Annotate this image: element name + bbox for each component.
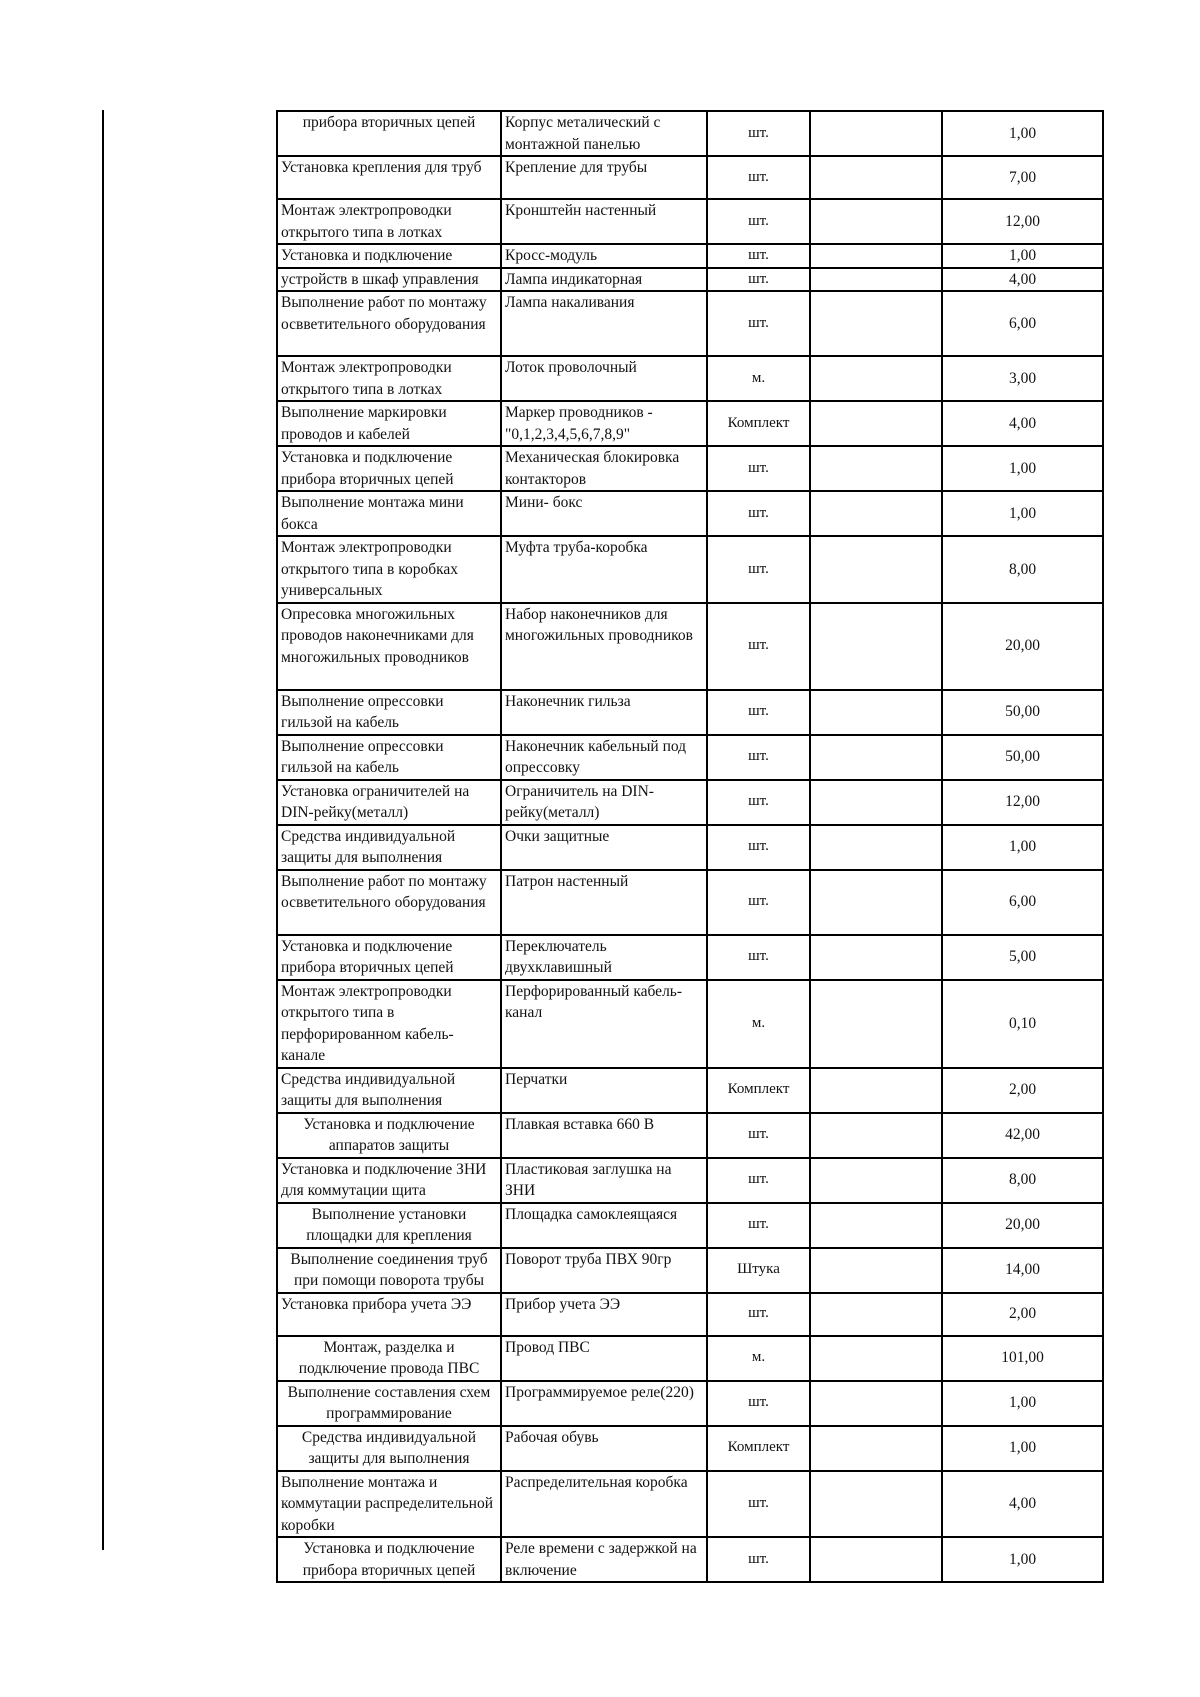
price-cell xyxy=(810,870,942,935)
table-row xyxy=(277,1336,1103,1381)
material-cell: Площадка самоклеящаяся xyxy=(501,1203,707,1248)
work-cell: Монтаж, разделка и подключение провода ПВС xyxy=(277,1336,501,1381)
unit-cell: шт. xyxy=(707,1537,810,1582)
quantity-cell: 1,00 xyxy=(942,446,1103,491)
unit-cell: шт. xyxy=(707,244,810,268)
material-cell: Пластиковая заглушка на ЗНИ xyxy=(501,1158,707,1203)
material-cell: Поворот труба ПВХ 90гр xyxy=(501,1248,707,1293)
unit-cell: шт. xyxy=(707,199,810,244)
unit-cell: шт. xyxy=(707,935,810,980)
work-cell: Установка и подключение прибора вторичных цепей xyxy=(277,1537,501,1582)
material-cell: Переключатель двухклавишный xyxy=(501,935,707,980)
table-body xyxy=(277,111,1103,1582)
material-cell: Перфорированный кабель-канал xyxy=(501,980,707,1068)
table-row xyxy=(277,244,1103,268)
unit-cell: шт. xyxy=(707,1158,810,1203)
quantity-cell: 2,00 xyxy=(942,1293,1103,1336)
price-cell xyxy=(810,446,942,491)
quantity-cell: 1,00 xyxy=(942,491,1103,536)
table-row xyxy=(277,1068,1103,1113)
table-row xyxy=(277,1293,1103,1336)
unit-cell: шт. xyxy=(707,1203,810,1248)
table-row xyxy=(277,1537,1103,1582)
unit-cell: шт. xyxy=(707,536,810,603)
work-cell: Опресовка многожильных проводов наконечниками для многожильных проводников xyxy=(277,603,501,690)
material-cell: Очки защитные xyxy=(501,825,707,870)
material-cell: Лампа индикаторная xyxy=(501,268,707,292)
quantity-cell: 42,00 xyxy=(942,1113,1103,1158)
material-cell: Программируемое реле(220) xyxy=(501,1381,707,1426)
price-cell xyxy=(810,1068,942,1113)
table-row xyxy=(277,870,1103,935)
price-cell xyxy=(810,935,942,980)
price-cell xyxy=(810,1381,942,1426)
work-cell: Монтаж электропроводки открытого типа в лотках xyxy=(277,356,501,401)
table-row xyxy=(277,1381,1103,1426)
work-cell: Выполнение работ по монтажу освветительного оборудования xyxy=(277,870,501,935)
material-cell: Наконечник гильза xyxy=(501,690,707,735)
quantity-cell: 4,00 xyxy=(942,268,1103,292)
table-row xyxy=(277,1248,1103,1293)
work-cell: Установка ограничителей на DIN-рейку(металл) xyxy=(277,780,501,825)
quantity-cell: 7,00 xyxy=(942,156,1103,199)
material-cell: Наконечник кабельный под опрессовку xyxy=(501,735,707,780)
price-cell xyxy=(810,244,942,268)
material-cell: Патрон настенный xyxy=(501,870,707,935)
quantity-cell: 12,00 xyxy=(942,199,1103,244)
material-cell: Набор наконечников для многожильных проводников xyxy=(501,603,707,690)
work-cell: Монтаж электропроводки открытого типа в перфорированном кабель-канале xyxy=(277,980,501,1068)
table-row xyxy=(277,1203,1103,1248)
table-row xyxy=(277,356,1103,401)
material-cell: Прибор учета ЭЭ xyxy=(501,1293,707,1336)
table-row xyxy=(277,980,1103,1068)
quantity-cell: 12,00 xyxy=(942,780,1103,825)
unit-cell: шт. xyxy=(707,870,810,935)
table-row xyxy=(277,491,1103,536)
price-cell xyxy=(810,1336,942,1381)
material-cell: Кронштейн настенный xyxy=(501,199,707,244)
material-cell: Маркер проводников - "0,1,2,3,4,5,6,7,8,9" xyxy=(501,401,707,446)
table-row xyxy=(277,1158,1103,1203)
work-cell: устройств в шкаф управления xyxy=(277,268,501,292)
price-cell xyxy=(810,1203,942,1248)
quantity-cell: 1,00 xyxy=(942,1537,1103,1582)
unit-cell: шт. xyxy=(707,690,810,735)
work-cell: прибора вторичных цепей xyxy=(277,111,501,156)
unit-cell: шт. xyxy=(707,156,810,199)
work-cell: Выполнение установки площадки для крепления xyxy=(277,1203,501,1248)
price-cell xyxy=(810,1293,942,1336)
table-row xyxy=(277,446,1103,491)
unit-cell: шт. xyxy=(707,268,810,292)
quantity-cell: 4,00 xyxy=(942,1471,1103,1538)
unit-cell: Комплект xyxy=(707,1426,810,1471)
quantity-cell: 1,00 xyxy=(942,1426,1103,1471)
table-row xyxy=(277,1471,1103,1538)
work-cell: Средства индивидуальной защиты для выполнения xyxy=(277,1426,501,1471)
work-cell: Выполнение соединения труб при помощи поворота трубы xyxy=(277,1248,501,1293)
table-row xyxy=(277,690,1103,735)
unit-cell: шт. xyxy=(707,111,810,156)
material-cell: Кросс-модуль xyxy=(501,244,707,268)
unit-cell: шт. xyxy=(707,291,810,356)
material-cell: Ограничитель на DIN-рейку(металл) xyxy=(501,780,707,825)
material-cell: Корпус металический с монтажной панелью xyxy=(501,111,707,156)
price-cell xyxy=(810,1158,942,1203)
work-cell: Выполнение составления схем программирование xyxy=(277,1381,501,1426)
price-cell xyxy=(810,1426,942,1471)
work-cell: Выполнение опрессовки гильзой на кабель xyxy=(277,690,501,735)
price-cell xyxy=(810,356,942,401)
price-cell xyxy=(810,1537,942,1582)
material-cell: Механическая блокировка контакторов xyxy=(501,446,707,491)
material-cell: Распределительная коробка xyxy=(501,1471,707,1538)
price-cell xyxy=(810,735,942,780)
table-row xyxy=(277,735,1103,780)
table-row xyxy=(277,780,1103,825)
price-cell xyxy=(810,491,942,536)
material-cell: Плавкая вставка 660 В xyxy=(501,1113,707,1158)
quantity-cell: 8,00 xyxy=(942,1158,1103,1203)
material-cell: Перчатки xyxy=(501,1068,707,1113)
price-cell xyxy=(810,980,942,1068)
work-cell: Выполнение работ по монтажу освветительного оборудования xyxy=(277,291,501,356)
work-cell: Выполнение монтажа и коммутации распределительной коробки xyxy=(277,1471,501,1538)
work-cell: Установка и подключение прибора вторичных цепей xyxy=(277,446,501,491)
price-cell xyxy=(810,825,942,870)
unit-cell: шт. xyxy=(707,603,810,690)
unit-cell: шт. xyxy=(707,1381,810,1426)
work-cell: Установка прибора учета ЭЭ xyxy=(277,1293,501,1336)
quantity-cell: 3,00 xyxy=(942,356,1103,401)
work-cell: Установка и подключение ЗНИ для коммутации щита xyxy=(277,1158,501,1203)
left-margin-rule xyxy=(102,110,104,1550)
quantity-cell: 14,00 xyxy=(942,1248,1103,1293)
table-row xyxy=(277,291,1103,356)
material-cell: Провод ПВС xyxy=(501,1336,707,1381)
unit-cell: Комплект xyxy=(707,1068,810,1113)
material-cell: Крепление для трубы xyxy=(501,156,707,199)
quantity-cell: 5,00 xyxy=(942,935,1103,980)
table-row xyxy=(277,603,1103,690)
table-row xyxy=(277,935,1103,980)
work-cell: Установка и подключение аппаратов защиты xyxy=(277,1113,501,1158)
table-row xyxy=(277,825,1103,870)
unit-cell: шт. xyxy=(707,491,810,536)
table-row xyxy=(277,401,1103,446)
quantity-cell: 6,00 xyxy=(942,291,1103,356)
table-row xyxy=(277,111,1103,156)
quantity-cell: 0,10 xyxy=(942,980,1103,1068)
unit-cell: Штука xyxy=(707,1248,810,1293)
work-cell: Монтаж электропроводки открытого типа в коробках универсальных xyxy=(277,536,501,603)
material-cell: Реле времени с задержкой на включение xyxy=(501,1537,707,1582)
quantity-cell: 2,00 xyxy=(942,1068,1103,1113)
unit-cell: шт. xyxy=(707,825,810,870)
price-cell xyxy=(810,199,942,244)
quantity-cell: 8,00 xyxy=(942,536,1103,603)
quantity-cell: 1,00 xyxy=(942,825,1103,870)
quantity-cell: 20,00 xyxy=(942,1203,1103,1248)
material-cell: Мини- бокс xyxy=(501,491,707,536)
quantity-cell: 6,00 xyxy=(942,870,1103,935)
quantity-cell: 1,00 xyxy=(942,111,1103,156)
table-row xyxy=(277,156,1103,199)
price-cell xyxy=(810,1248,942,1293)
table-row xyxy=(277,536,1103,603)
price-cell xyxy=(810,1471,942,1538)
work-cell: Выполнение опрессовки гильзой на кабель xyxy=(277,735,501,780)
work-cell: Выполнение монтажа мини бокса xyxy=(277,491,501,536)
quantity-cell: 50,00 xyxy=(942,690,1103,735)
work-cell: Установка и подключение прибора вторичных цепей xyxy=(277,935,501,980)
material-cell: Муфта труба-коробка xyxy=(501,536,707,603)
work-cell: Выполнение маркировки проводов и кабелей xyxy=(277,401,501,446)
price-cell xyxy=(810,268,942,292)
material-cell: Рабочая обувь xyxy=(501,1426,707,1471)
unit-cell: шт. xyxy=(707,735,810,780)
material-cell: Лампа накаливания xyxy=(501,291,707,356)
table-row xyxy=(277,199,1103,244)
quantity-cell: 50,00 xyxy=(942,735,1103,780)
quantity-cell: 20,00 xyxy=(942,603,1103,690)
price-cell xyxy=(810,690,942,735)
work-cell: Установка крепления для труб xyxy=(277,156,501,199)
quantity-cell: 1,00 xyxy=(942,244,1103,268)
price-cell xyxy=(810,111,942,156)
unit-cell: м. xyxy=(707,1336,810,1381)
price-cell xyxy=(810,291,942,356)
table-row xyxy=(277,268,1103,292)
work-cell: Средства индивидуальной защиты для выполнения xyxy=(277,1068,501,1113)
price-cell xyxy=(810,1113,942,1158)
unit-cell: Комплект xyxy=(707,401,810,446)
work-cell: Средства индивидуальной защиты для выполнения xyxy=(277,825,501,870)
material-cell: Лоток проволочный xyxy=(501,356,707,401)
quantity-cell: 4,00 xyxy=(942,401,1103,446)
materials-table xyxy=(276,110,1104,1583)
price-cell xyxy=(810,156,942,199)
price-cell xyxy=(810,401,942,446)
unit-cell: шт. xyxy=(707,1113,810,1158)
quantity-cell: 1,00 xyxy=(942,1381,1103,1426)
price-cell xyxy=(810,536,942,603)
price-cell xyxy=(810,603,942,690)
price-cell xyxy=(810,780,942,825)
table-row xyxy=(277,1426,1103,1471)
unit-cell: м. xyxy=(707,356,810,401)
unit-cell: м. xyxy=(707,980,810,1068)
work-cell: Монтаж электропроводки открытого типа в лотках xyxy=(277,199,501,244)
table-row xyxy=(277,1113,1103,1158)
unit-cell: шт. xyxy=(707,1471,810,1538)
unit-cell: шт. xyxy=(707,1293,810,1336)
unit-cell: шт. xyxy=(707,780,810,825)
work-cell: Установка и подключение xyxy=(277,244,501,268)
unit-cell: шт. xyxy=(707,446,810,491)
quantity-cell: 101,00 xyxy=(942,1336,1103,1381)
